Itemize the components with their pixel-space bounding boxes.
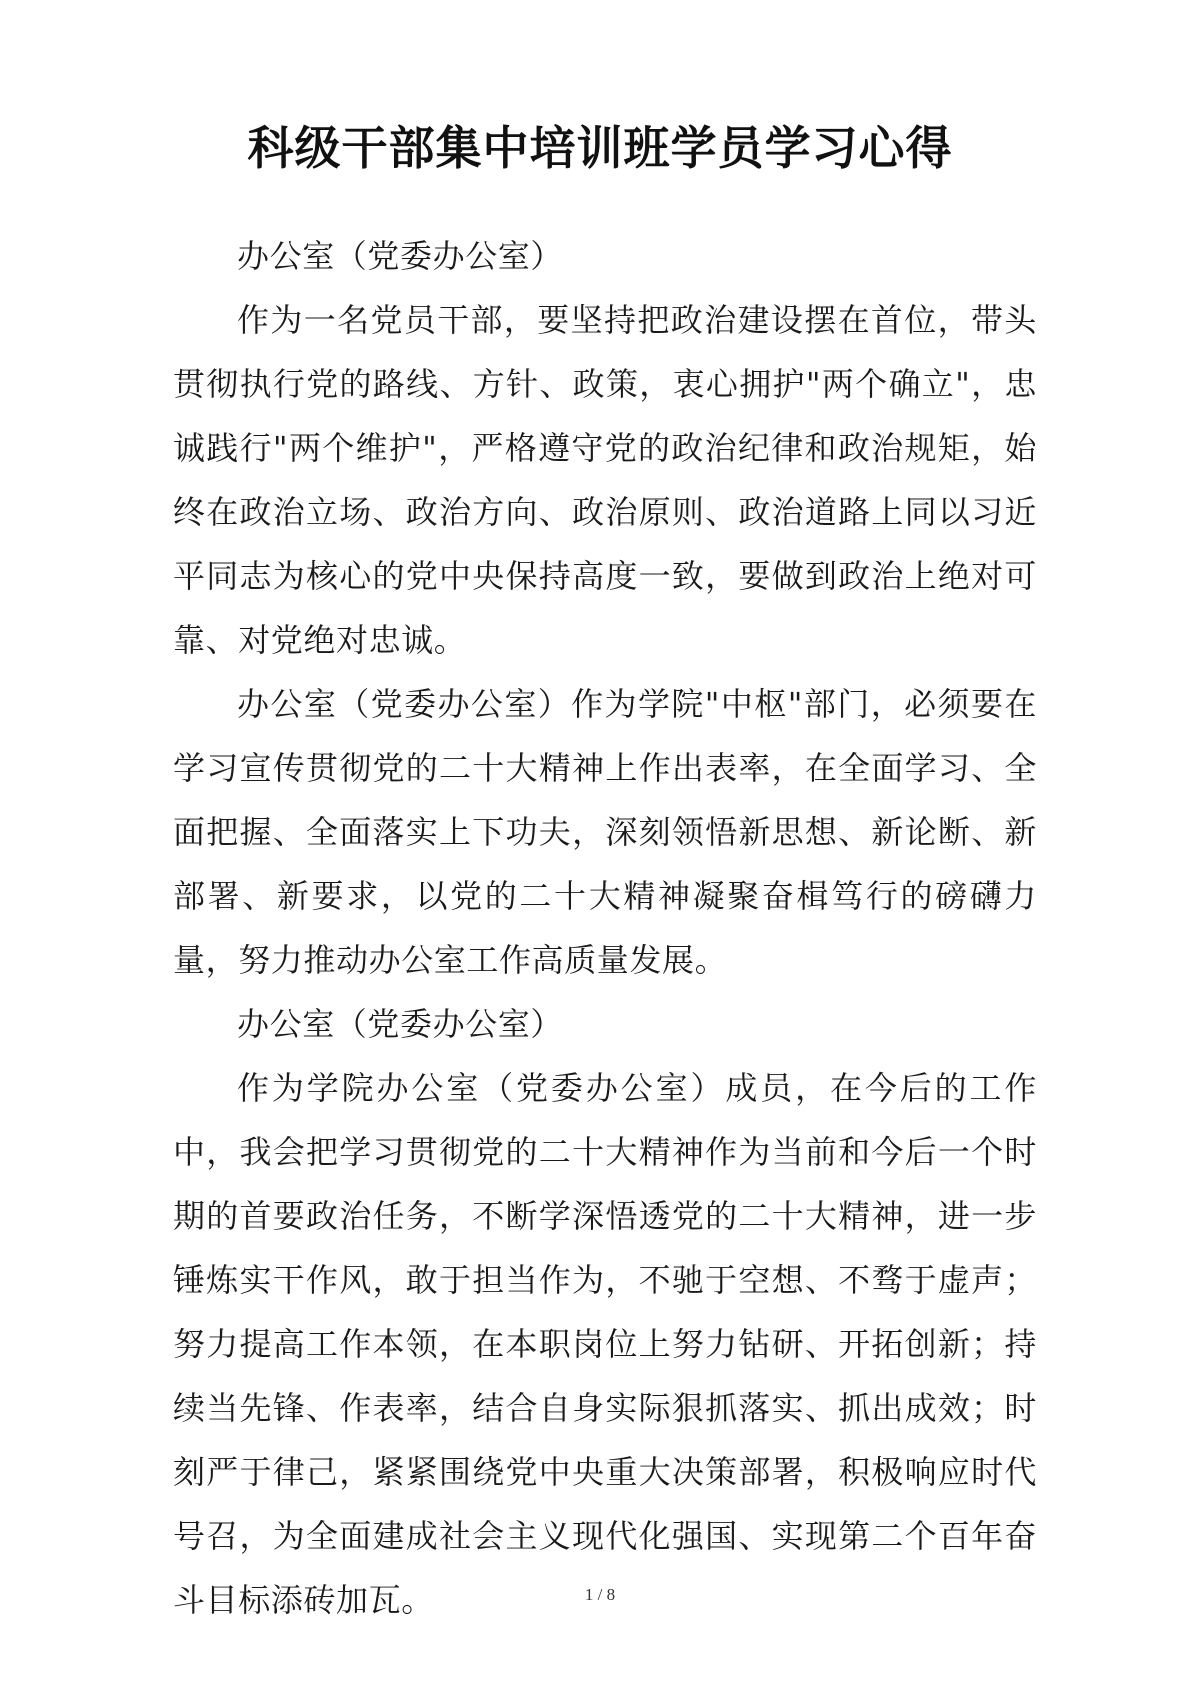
paragraph: 作为学院办公室（党委办公室）成员，在今后的工作中，我会把学习贯彻党的二十大精神作为当前和今后一个时期的首要政治任务，不断学深悟透党的二十大精神，进一步锤炼实干作风，敢于担当作为，不驰于空想、不骛于虚声；努力提高工作本领，在本职岗位上努力钻研、开拓创新；持续当先锋、作表率，结合自身实际狠抓落实、抓出成效；时刻严于律己，紧紧围绕党中央重大决策部署，积极响应时代号召，为全面建成社会主义现代化强国、实现第二个百年奋斗目标添砖加瓦。	[173, 1069, 1037, 1619]
paragraph: 办公室（党委办公室）	[237, 1005, 564, 1043]
page-number: 1 / 8	[584, 1585, 616, 1604]
document-body	[173, 224, 1037, 1632]
paragraph: 作为一名党员干部，要坚持把政治建设摆在首位，带头贯彻执行党的路线、方针、政策，衷心拥护"两个确立"，忠诚践行"两个维护"，严格遵守党的政治纪律和政治规矩，始终在政治立场、政治方向、政治原则、政治道路上同以习近平同志为核心的党中央保持高度一致，要做到政治上绝对可靠、对党绝对忠诚。	[173, 301, 1037, 659]
paragraph: 办公室（党委办公室）	[237, 237, 564, 275]
document-title: 科级干部集中培训班学员学习心得	[247, 121, 953, 175]
paragraph: 办公室（党委办公室）作为学院"中枢"部门，必须要在学习宣传贯彻党的二十大精神上作出表率，在全面学习、全面把握、全面落实上下功夫，深刻领悟新思想、新论断、新部署、新要求，以党的二十大精神凝聚奋楫笃行的磅礴力量，努力推动办公室工作高质量发展。	[173, 685, 1037, 979]
